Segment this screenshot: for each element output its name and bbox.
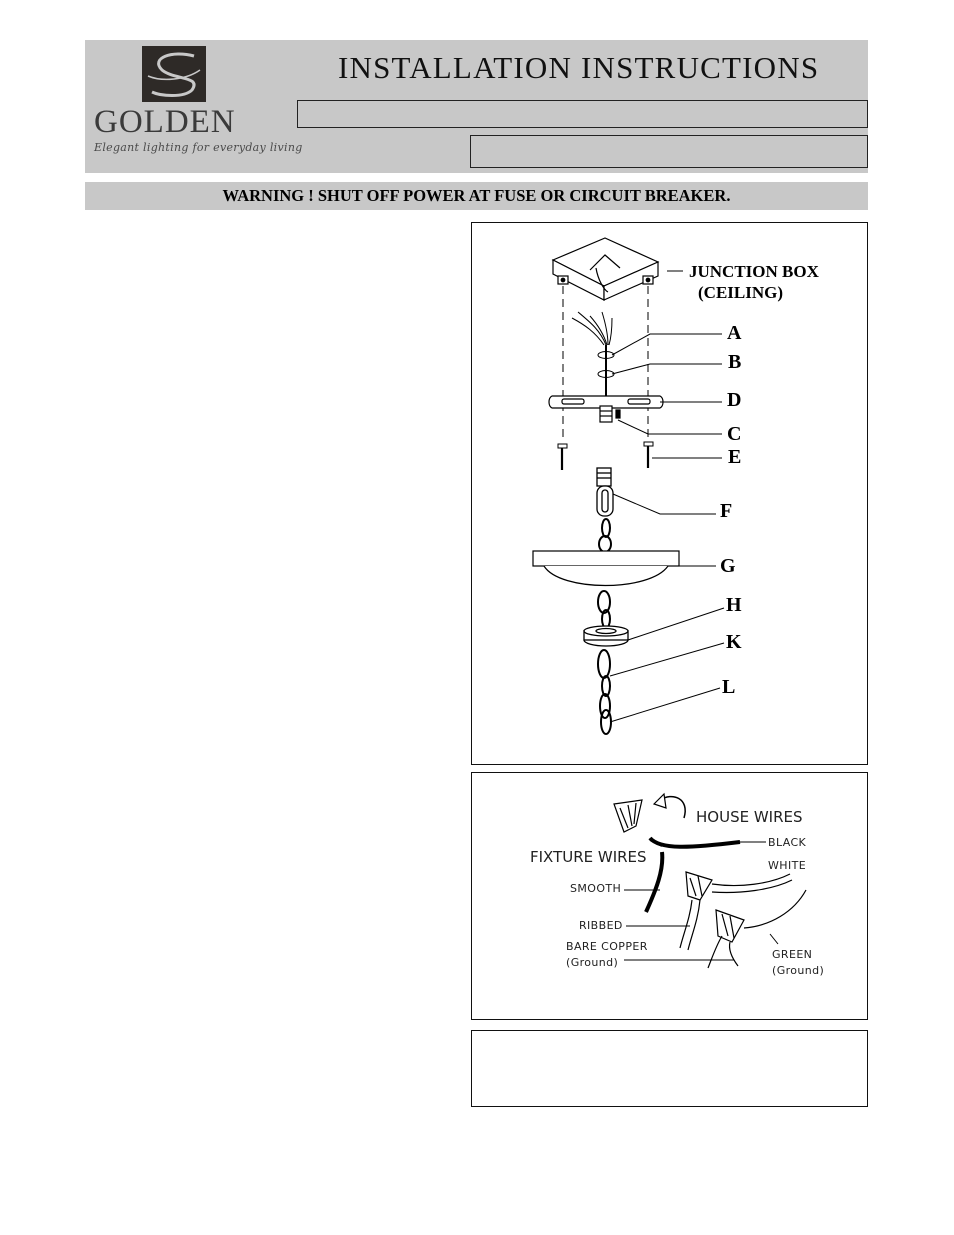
warning-banner: WARNING ! SHUT OFF POWER AT FUSE OR CIRCUIT BREAKER.: [85, 182, 868, 210]
part-label-b: B: [728, 351, 742, 373]
wire-nut-white-icon: [686, 872, 712, 900]
part-label-l: L: [722, 676, 736, 698]
part-label-f: F: [720, 500, 733, 522]
part-label-g: G: [720, 555, 736, 577]
part-label-k: K: [726, 631, 742, 653]
bare-copper-ground-label: (Ground): [566, 956, 619, 969]
part-label-d: D: [727, 389, 742, 411]
brand-name: GOLDEN: [94, 104, 236, 140]
black-wire-label: BLACK: [768, 836, 807, 849]
fixture-wires-label: FIXTURE WIRES: [530, 848, 647, 866]
junction-box-label: JUNCTION BOX: [689, 262, 819, 281]
brand-tagline: Elegant lighting for everyday living: [94, 141, 303, 154]
green-ground-label: (Ground): [772, 964, 825, 977]
wire-nut-icon: [614, 800, 642, 832]
green-wire-label: GREEN: [772, 948, 813, 961]
part-label-c: C: [727, 423, 742, 445]
part-label-a: A: [727, 322, 742, 344]
wire-nut-ground-icon: [716, 910, 744, 942]
page-title: INSTALLATION INSTRUCTIONS: [338, 50, 820, 85]
bare-copper-label: BARE COPPER: [566, 940, 648, 953]
part-label-e: E: [728, 446, 742, 468]
white-wire-label: WHITE: [768, 859, 807, 872]
part-label-h: H: [726, 594, 742, 616]
junction-box-ceiling-label: (CEILING): [698, 283, 784, 302]
house-wires-label: HOUSE WIRES: [696, 808, 803, 826]
ribbed-wire-label: RIBBED: [579, 919, 623, 932]
smooth-wire-label: SMOOTH: [570, 882, 622, 895]
